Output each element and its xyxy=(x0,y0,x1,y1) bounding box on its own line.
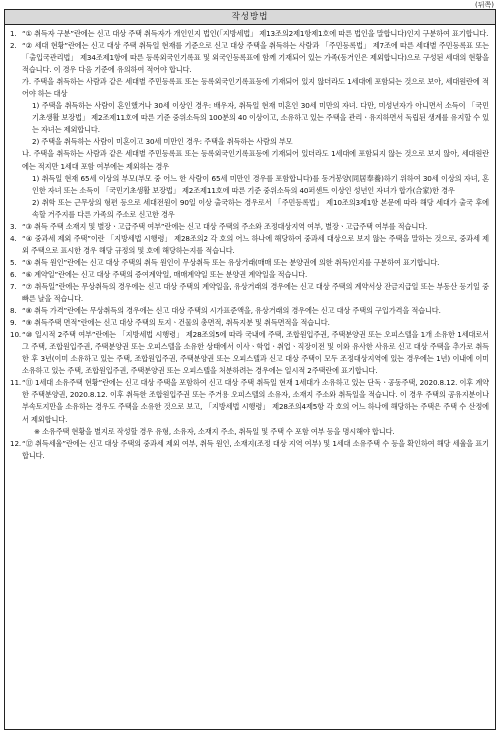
instruction-text: “③ 취득 주택 소재지 및 별장ㆍ고급주택 여부”란에는 신고 대상 주택의 주소와 조정대상지역 여부, 별장ㆍ고급주택 여부를 적습니다. xyxy=(22,221,428,231)
instruction-item xyxy=(10,438,489,462)
instruction-text: 1) 주택을 취득하는 사람이 혼인했거나 30세 이상인 경우: 배우자, 취득일 현재 미혼인 30세 미만의 자녀. 다만, 미성년자가 아니면서 소득이 「국민기초생활 보장법」 제2조제11호에 따른 기준 중위소득의 100분의 40 이상이고, 소유하고 있는 주택을 관리ㆍ유지하면서 독립된 생계를 유지할 수 있는 자녀는 제외합니다. xyxy=(32,101,489,135)
instruction-text: “④ 중과세 제외 주택”이란 「지방세법 시행령」 제28조의2 각 호의 어느 하나에 해당하여 중과세 대상으로 보지 않는 주택을 말하는 것으로, 중과세 제외 주택으로 표시한 경우 해당 규정의 및 호에 해당하는지를 적습니다. xyxy=(22,233,489,255)
instruction-text: “⑧ 취득 가격”란에는 무상취득의 경우에는 신고 대상 주택의 시가표준액을, 유상거래의 경우에는 신고 대상 주택의 구입가격을 적습니다. xyxy=(22,306,441,316)
instruction-number: 4. xyxy=(10,233,17,243)
instruction-item xyxy=(10,317,489,329)
instruction-text: 2) 주택을 취득하는 사람이 미혼이고 30세 미만인 경우: 주택을 취득하는 사람의 부모 xyxy=(32,137,293,147)
instruction-item xyxy=(10,269,489,281)
instruction-item xyxy=(22,148,489,172)
instruction-text: 2) 취학 또는 근무상의 형편 등으로 세대전원이 90일 이상 출국하는 경우로서 「주민등록법」 제10조의3제1항 본문에 따라 해당 세대가 출국 후에 속할 거주지를 다른 가족의 주소로 신고한 경우 xyxy=(32,197,489,219)
instruction-item xyxy=(32,136,489,148)
instruction-item xyxy=(32,197,489,221)
instruction-item xyxy=(34,426,489,438)
instruction-number: 12. xyxy=(10,438,22,448)
instruction-text: “⑨ 취득주택 면적”란에는 신고 대상 주택의 토지ㆍ건물의 총면적, 취득지분 및 취득면적을 적습니다. xyxy=(22,318,330,328)
instruction-item xyxy=(10,40,489,76)
page-side-label: (뒤쪽) xyxy=(475,1,494,9)
instruction-item xyxy=(10,305,489,317)
instruction-text: “⑥ 계약일”란에는 신고 대상 주택의 증여계약일, 매매계약일 또는 분양권 계약일을 적습니다. xyxy=(22,269,308,279)
instruction-number: 1. xyxy=(10,29,17,38)
instruction-text: “⑪ 1세대 소유주택 현황”란에는 신고 대상 주택을 포함하여 신고 대상 주택 취득일 현재 1세대가 소유하고 있는 단독ㆍ공동주택, 2020.8.12. 이후 계약한 주택분양권, 2020.8.12. 이후 취득한 조합원입주권 또는 주거용 오피스텔의 소유자, 소재지 주소와 취득일을 적습니다. 이 경우 주택의 공유지분이나 부속토지만을 소유하는 경우도 주택을 소유한 것으로 보고, 「지방세법 시행령」 제28조의4제5항 각 호의 어느 하나에 해당하는 주택은 주택 수 산정에서 제외합니다. xyxy=(22,378,489,424)
instruction-item xyxy=(10,233,489,257)
instruction-text: 나. 주택을 취득하는 사람과 같은 세대별 주민등록표 또는 등록외국인기록표등에 기재되어 있더라도 1세대에 포함되지 않는 것으로 보지 않아, 세대원란에는 적지만 1세대 포함 여부에는 제외하는 경우 xyxy=(22,149,489,171)
instruction-item xyxy=(10,28,489,40)
instruction-item xyxy=(22,76,489,100)
instruction-item xyxy=(10,329,489,377)
instruction-text: “⑦ 취득일”란에는 무상취득의 경우에는 신고 대상 주택의 계약일을, 유상거래의 경우에는 신고 대상 주택의 계약서상 잔금지급일 또는 부동산 등기일 중 빠른 날을 적습니다. xyxy=(22,281,489,304)
instruction-item xyxy=(10,377,489,425)
instruction-text: ※ 소유주택 현황을 별지로 작성할 경우 유형, 소유자, 소재지 주소, 취득일 및 주택 수 포함 여부 등을 명시해야 합니다. xyxy=(34,426,395,436)
instruction-text: 1) 취득일 현재 65세 이상의 부모(부모 중 어느 한 사람이 65세 미만인 경우를 포함합니다)를 동거봉양(同居奉養)하기 위하여 30세 이상의 자녀, 혼인한 자녀 또는 소득이 「국민기초생활 보장법」 제2조제11호에 따른 기준 중위소득의 40퍼센트 이상인 성년인 자녀가 합가(合家)한 경우 xyxy=(32,173,489,195)
instruction-text: 가. 주택을 취득하는 사람과 같은 세대별 주민등록표 또는 등록외국인기록표등에 기재되어 있지 않더라도 1세대에 포함되는 것으로 보아, 세대원란에 적어야 하는 대상 xyxy=(22,77,489,99)
instruction-item xyxy=(10,281,489,305)
instruction-item xyxy=(10,257,489,269)
instructions-title: 작성방법 xyxy=(5,10,495,25)
instruction-number: 8. xyxy=(10,306,17,316)
instruction-item xyxy=(10,221,489,233)
instruction-number: 5. xyxy=(10,257,17,267)
instructions-box xyxy=(4,9,496,730)
instruction-text: “② 세대 현황”란에는 신고 대상 주택 취득일 현재를 기준으로 신고 대상 주택을 취득하는 사람과 「주민등록법」 제7조에 따른 세대별 주민등록표 또는 「출입국관리법」 제34조제1항에 따른 등록외국인기록표 및 외국인등록표에 함께 기재되어 있는 가족(동거인은 제외합니다)으로 구성된 세대의 현황을 적습니다. 이 경우 다음 기준에 유의하여 적어야 합니다. xyxy=(22,41,489,75)
instruction-number: 3. xyxy=(10,221,17,231)
instruction-number: 10. xyxy=(10,330,22,340)
instruction-number: 9. xyxy=(10,318,17,328)
instruction-text: “⑫ 취득세율”란에는 신고 대상 주택의 중과세 제외 여부, 취득 원인, 소재지(조정 대상 지역 여부) 및 1세대 소유주택 수 등을 확인하여 해당 세율을 표기합니다. xyxy=(22,438,489,460)
instruction-item xyxy=(32,100,489,136)
instructions-content xyxy=(5,25,495,462)
instruction-text: “① 취득자 구분”란에는 신고 대상 주택 취득자가 개인인지 법인(「지방세법」 제13조의2제1항제1호에 따른 법인을 말합니다)인지 구분하여 표기합니다. xyxy=(22,29,489,38)
instruction-number: 2. xyxy=(10,41,17,51)
instruction-text: “⑤ 취득 원인”란에는 신고 대상 주택의 취득 원인이 무상취득 또는 유상거래(매매 또는 분양권에 의한 취득)인지를 구분하여 표기합니다. xyxy=(22,257,440,267)
instruction-number: 7. xyxy=(10,281,17,291)
instruction-text: “⑩ 일시적 2주택 여부”란에는 「지방세법 시행령」 제28조의5에 따라 국내에 주택, 조합원입주권, 주택분양권 또는 오피스텔을 1개 소유한 1세대로서 그 주택, 조합원입주권, 주택분양권 또는 오피스텔을 소유한 상태에서 이사ㆍ학업ㆍ취업ㆍ직장이전 및 이와 유사한 사유로 신고 대상 주택을 추가로 취득한 후 3년(이미 소유하고 있는 주택, 조합원입주권, 주택분양권 또는 오피스텔과 신고 대상 주택이 모두 조정대상지역에 있는 경우에는 1년) 이내에 이미 소유하고 있는 주택, 조합원입주권, 주택분양권 또는 오피스텔을 처분하려는 경우에는 일시적 2주택란에 표기합니다. xyxy=(22,330,489,376)
instruction-number: 11. xyxy=(10,378,22,388)
instruction-number: 6. xyxy=(10,269,17,279)
instruction-item xyxy=(32,173,489,197)
